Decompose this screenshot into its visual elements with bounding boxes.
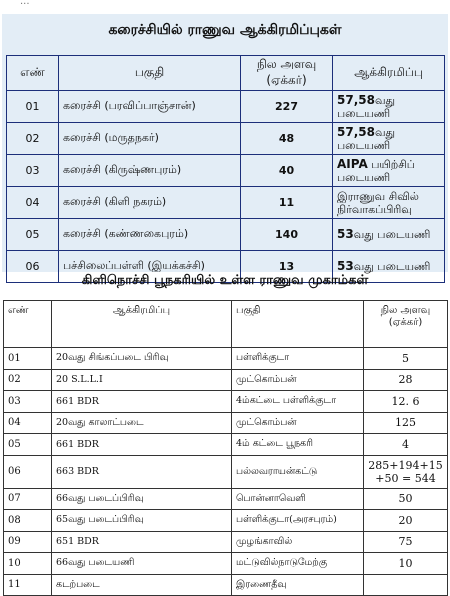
- row-number: 09: [4, 531, 52, 553]
- row-land-line1: 28: [398, 373, 413, 387]
- row-occupier-strong: 57,58: [337, 124, 375, 139]
- header-land-line2: (ஏக்கர்): [388, 317, 423, 328]
- table-row: [4, 434, 448, 456]
- row-land-acres: 140: [241, 219, 333, 251]
- row-area: இரணைதீவு: [232, 574, 364, 596]
- row-land-acres: [364, 574, 448, 596]
- table-row: [7, 91, 445, 123]
- header-land-line1: நில அளவு: [380, 305, 431, 316]
- row-unit: 663 BDR: [52, 455, 232, 488]
- row-land-acres: [364, 488, 448, 510]
- header-land: [364, 301, 448, 348]
- row-unit: 20வது காலாட்படை: [52, 412, 232, 434]
- row-area: கரைச்சி (கிளி நகரம்): [59, 187, 241, 219]
- row-occupier-strong: 53: [337, 227, 354, 242]
- row-land-acres: 13: [241, 251, 333, 283]
- row-area: கரைச்சி (பரவிப்பாஞ்சான்): [59, 91, 241, 123]
- row-area: கரைச்சி (மருதநகர்): [59, 123, 241, 155]
- row-occupier-strong: 53: [337, 259, 354, 274]
- row-area: கரைச்சி (கண்ணகைபுரம்): [59, 219, 241, 251]
- table-row: [4, 348, 448, 370]
- row-occupier-text: வது படையணி: [337, 93, 396, 121]
- row-unit: 66வது படையணி: [52, 553, 232, 575]
- cropped-top-text: ...: [20, 0, 30, 7]
- row-number: 05: [4, 434, 52, 456]
- row-number: 02: [4, 369, 52, 391]
- row-area: முட்கொம்பன்: [232, 369, 364, 391]
- row-area: பள்ளிக்குடா(அரசபுரம்): [232, 510, 364, 532]
- row-land-acres: [364, 455, 448, 488]
- row-number: 06: [7, 251, 59, 283]
- row-unit: கடற்படை: [52, 574, 232, 596]
- row-area: பச்சிலைப்பள்ளி (இயக்கச்சி): [59, 251, 241, 283]
- row-occupier: [333, 219, 445, 251]
- row-number: 05: [7, 219, 59, 251]
- row-land-line1: 125: [395, 416, 416, 430]
- row-number: 03: [4, 391, 52, 413]
- row-land-acres: 11: [241, 187, 333, 219]
- header-occupier: ஆக்கிரமிப்பு: [52, 301, 232, 348]
- header-occupier: ஆக்கிரமிப்பு: [333, 56, 445, 91]
- table-row: [7, 187, 445, 219]
- row-area: பொன்னாவெளி: [232, 488, 364, 510]
- row-occupier-text: வது படையணி: [353, 260, 431, 274]
- row-number: 01: [7, 91, 59, 123]
- row-unit: 66வது படைப்பிரிவு: [52, 488, 232, 510]
- row-occupier: [333, 123, 445, 155]
- row-unit: 20வது சிங்கப்படை பிரிவு: [52, 348, 232, 370]
- row-occupier-text: வது படையணி: [353, 228, 431, 242]
- row-land-acres: 48: [241, 123, 333, 155]
- row-land-line1: 10: [398, 556, 413, 570]
- row-number: 01: [4, 348, 52, 370]
- table-row: [4, 369, 448, 391]
- row-occupier-strong: AIPA: [337, 156, 368, 171]
- row-unit: 651 BDR: [52, 531, 232, 553]
- table-row: [4, 412, 448, 434]
- row-land-acres: [364, 348, 448, 370]
- table2: [3, 300, 448, 596]
- row-number: 10: [4, 553, 52, 575]
- row-land-line2: +50 = 544: [375, 471, 436, 485]
- row-land-acres: [364, 531, 448, 553]
- header-land: [241, 56, 333, 91]
- row-occupier: [333, 187, 445, 219]
- table1-body: [7, 91, 445, 283]
- row-area: பள்ளிக்குடா: [232, 348, 364, 370]
- row-land-line1: 50: [398, 492, 413, 506]
- table1: [6, 55, 445, 283]
- row-area: 4ம்கட்டை பள்ளிக்குடா: [232, 391, 364, 413]
- row-occupier: [333, 155, 445, 187]
- row-number: 11: [4, 574, 52, 596]
- table1-title: கரைச்சியில் ராணுவ ஆக்கிரமிப்புகள்: [108, 22, 342, 38]
- row-area: முழங்காவில்: [232, 531, 364, 553]
- row-land-line1: 20: [398, 513, 413, 527]
- table-row: [7, 219, 445, 251]
- table2-header-row: [4, 301, 448, 348]
- table-row: [4, 455, 448, 488]
- row-area: முட்கொம்பன்: [232, 412, 364, 434]
- row-area: 4ம் கட்டை பூநகரி: [232, 434, 364, 456]
- header-land-line1: நில அளவு: [256, 57, 317, 72]
- row-occupier-text: வது படையணி: [337, 125, 396, 153]
- row-land-acres: [364, 434, 448, 456]
- row-occupier-text: பயிற்சிப் படையணி: [337, 157, 415, 185]
- row-land-line1: 12. 6: [391, 394, 420, 408]
- row-land-line1: 75: [398, 535, 413, 549]
- row-land-line1: 285+194+15: [368, 458, 443, 472]
- table-row: [7, 155, 445, 187]
- table2-title: கிளிநொச்சி பூநகரியில் உள்ள ராணுவ முகாம்கள்: [81, 273, 369, 288]
- header-land-line2: (ஏக்கர்): [266, 73, 307, 87]
- header-no: எண்: [7, 56, 59, 91]
- row-area: பல்லவராயன்கட்டு: [232, 455, 364, 488]
- row-number: 03: [7, 155, 59, 187]
- table2-body: [4, 348, 448, 596]
- row-land-acres: [364, 369, 448, 391]
- table-row: [4, 553, 448, 575]
- row-area: கரைச்சி (கிருஷ்ணபுரம்): [59, 155, 241, 187]
- row-land-acres: [364, 553, 448, 575]
- table-row: [4, 488, 448, 510]
- row-number: 02: [7, 123, 59, 155]
- header-area: பகுதி: [232, 301, 364, 348]
- header-area: பகுதி: [59, 56, 241, 91]
- table-row: [4, 510, 448, 532]
- row-unit: 661 BDR: [52, 391, 232, 413]
- row-unit: 65வது படைப்பிரிவு: [52, 510, 232, 532]
- row-land-line1: 4: [402, 437, 409, 451]
- table1-header-row: [7, 56, 445, 91]
- table-row: [4, 391, 448, 413]
- table-row: [7, 123, 445, 155]
- row-occupier-strong: 57,58: [337, 92, 375, 107]
- row-number: 04: [7, 187, 59, 219]
- row-occupier-text: இராணுவ சிவில் நிர்வாகப்பிரிவு: [337, 189, 419, 217]
- row-unit: 661 BDR: [52, 434, 232, 456]
- row-unit: 20 S.L.L.I: [52, 369, 232, 391]
- row-land-acres: 40: [241, 155, 333, 187]
- row-occupier: [333, 91, 445, 123]
- row-number: 07: [4, 488, 52, 510]
- row-land-acres: [364, 391, 448, 413]
- row-land-line1: 5: [402, 351, 409, 365]
- table-row: [4, 574, 448, 596]
- row-land-acres: 227: [241, 91, 333, 123]
- row-number: 06: [4, 455, 52, 488]
- row-number: 04: [4, 412, 52, 434]
- row-land-acres: [364, 412, 448, 434]
- row-area: மட்டுவில்நாடுமேற்கு: [232, 553, 364, 575]
- table-row: [4, 531, 448, 553]
- header-no: எண்: [4, 301, 52, 348]
- row-number: 08: [4, 510, 52, 532]
- row-land-acres: [364, 510, 448, 532]
